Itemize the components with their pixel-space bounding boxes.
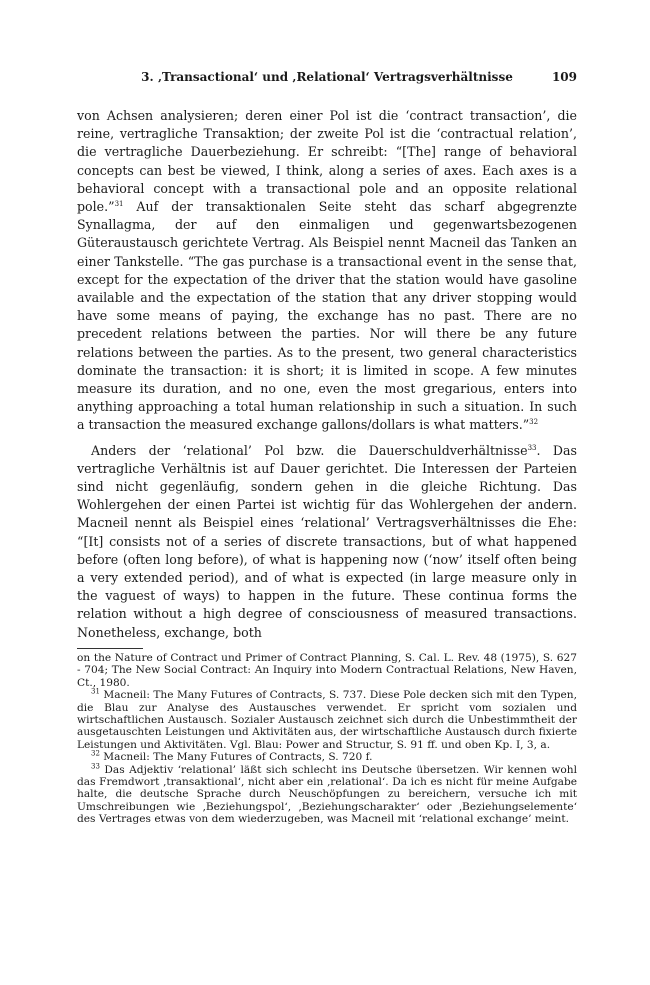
footnote-ref-33: 33 — [527, 443, 537, 452]
paragraph-2 — [77, 442, 577, 642]
footnote-ref-31: 31 — [114, 199, 124, 208]
page-number: 109 — [551, 70, 577, 84]
paragraph-2-text-a: Anders der ‘relational’ Pol bzw. die Dauerschuldverhältnisse — [91, 442, 528, 458]
chapter-title: 3. ‚Transactional‘ und ‚Relational‘ Vertragsverhältnisse — [141, 70, 513, 84]
footnote-ref-32: 32 — [529, 418, 539, 427]
paragraph-1-text-b: Auf der transaktionalen Seite steht das scharf abgegrenzte Synallagma, der auf den einmaligen und gegenwartsbezogenen Güteraustausch gerichtete Vertrag. Als Beispiel nennt Macneil das Tanken an einer Tankstelle. “The gas purchase is a transactional event in the sense that, except for the expectation of the driver that the station would have gasoline available and the expectation of the station that any driver stopping would have some means of paying, the exchange has no past. There are no precedent relations between the parties. Nor will there be any future relations between the parties. As to the present, two general characteristics dominate the transaction: it is short; it is limited in scope. A few minutes measure its duration, and no one, even the most gregarious, enters into anything approaching a total human relationship in such a situation. In such a transaction the measured exchange gallons/dollars is what matters.” — [77, 199, 577, 433]
footnote-32-text: Macneil: The Many Futures of Contracts, S. 720 f. — [99, 751, 373, 764]
footnote-32 — [77, 751, 577, 763]
footnote-31 — [77, 689, 577, 751]
footnote-33-text: Das Adjektiv ‘relational’ läßt sich schlecht ins Deutsche übersetzen. Wir kennen wohl das Fremdwort ‚transaktional‘, nicht aber ein ‚relational‘. Da ich es nicht für meine Aufgabe halte, die deutsche Sprache durch Neuschöpfungen zu bereichern, versuche ich mit Umschreibungen wie ‚Beziehungspol‘, ‚Beziehungscharakter‘ oder ‚Beziehungselemente‘ des Vertrages etwas von dem wiederzugeben, was Macneil mit ‘relational exchange’ meint. — [77, 763, 577, 826]
paragraph-1-text-a: von Achsen analysieren; deren einer Pol ist die ‘contract transaction’, die reine, vertragliche Transaktion; der zweite Pol ist die ‘contractual relation’, die vertragliche Dauerbeziehung. Er schreibt: “[The] range of behavioral concepts can best be viewed, I think, along a series of axes. Each axes is a behavioral concept with a transactional pole and an opposite relational pole.” — [77, 108, 577, 215]
running-header — [77, 70, 577, 90]
footnotes — [77, 652, 577, 826]
footnote-33 — [77, 764, 577, 826]
main-text — [77, 107, 577, 642]
book-page — [77, 70, 577, 826]
footnote-continuation: on the Nature of Contract und Primer of Contract Planning, S. Cal. L. Rev. 48 (1975), S. 627 - 704; The New Social Contract: An Inquiry into Modern Contractual Relations, New Haven, Ct., 1980. — [77, 651, 577, 689]
paragraph-1 — [77, 107, 577, 435]
footnote-31-text: Macneil: The Many Futures of Contracts, S. 737. Diese Pole decken sich mit den Typen, die Blau zur Analyse des Austausches verwendet. Er spricht vom sozialen und wirtschaftlichen Austausch. Sozialer Austausch zeichnet sich durch die Unbestimmtheit der ausgetauschten Leistungen und Aktivitäten aus, der wirtschaftliche Austausch durch fixierte Leistungen und Aktivitäten. Vgl. Blau: Power and Structur, S. 91 ff. und oben Kp. I, 3, a. — [77, 689, 577, 751]
paragraph-2-text-b: . Das vertragliche Verhältnis ist auf Dauer gerichtet. Die Interessen der Parteien sind nicht gegenläufig, sondern gehen in die gleiche Richtung. Das Wohlergehen der einen Partei ist wichtig für das Wohlergehen der andern. Macneil nennt als Beispiel eines ‘relational’ Vertragsverhältnisses die Ehe: “[It] consists not of a series of discrete transactions, but of what happened before (often long before), of what is happening now (‘now’ itself often being a very extended period), and of what is expected (in large measure only in the vaguest of ways) to happen in the future. These continua forms the relation without a high degree of consciousness of measured transactions. Nonetheless, exchange, both — [77, 442, 577, 640]
footnote-32-mark: 32 — [91, 749, 100, 758]
footnote-33-mark: 33 — [91, 762, 100, 771]
footnote-divider — [77, 648, 143, 649]
footnote-31-mark: 31 — [91, 687, 100, 696]
